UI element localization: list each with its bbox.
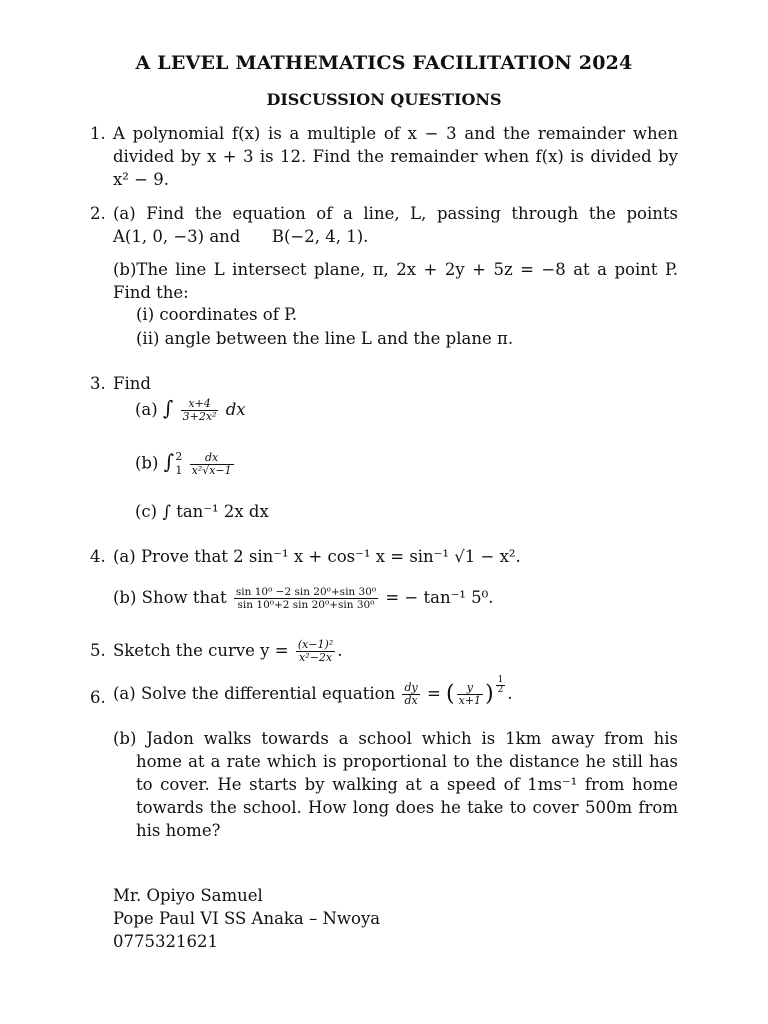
question-6a-exponent-num: 1 [497,675,504,685]
right-paren: ) [485,681,494,707]
question-5-period: . [337,641,343,660]
question-6a-text: (a) Solve the differential equation [113,684,396,703]
integral-sign: ∫ [163,449,175,474]
question-6a-exponent [496,676,506,695]
question-4b-label: (b) Show that [113,588,227,607]
question-6a-exponent-den: 2 [497,685,504,695]
question-6a [113,675,513,707]
question-2-number: 2. [90,204,106,223]
question-5-text: Sketch the curve y = [113,641,289,660]
author-name: Mr. Opiyo Samuel [113,886,263,905]
question-3b-denominator: x²√x−1 [191,463,232,477]
question-3a-fraction [181,398,219,423]
question-4b-numerator: sin 10⁰ −2 sin 20⁰+sin 30⁰ [235,586,377,598]
question-6a-dy: dy [404,681,418,694]
question-4a: (a) Prove that 2 sin⁻¹ x + cos⁻¹ x = sin⁻¹ √1 − x². [113,547,521,566]
question-3b-numerator: dx [190,452,234,465]
question-5-numerator: (x−1)² [297,638,334,651]
page-title: A LEVEL MATHEMATICS FACILITATION 2024 [135,52,633,74]
question-3a-numerator: x+4 [181,398,219,411]
question-3b-fraction [190,452,234,477]
question-6a-y: y [457,682,483,695]
question-2a-line-2: A(1, 0, −3) and B(−2, 4, 1). [113,227,369,246]
question-3b [135,450,236,478]
question-3a [135,398,246,423]
question-3-number: 3. [90,374,106,393]
question-3a-denominator: 3+2x² [182,410,217,423]
question-1-number: 1. [90,124,106,143]
question-6-number: 6. [90,688,106,707]
question-6a-period: . [507,684,513,703]
question-4-number: 4. [90,547,106,566]
question-6a-dx: dx [404,694,418,707]
question-2a-line-1: (a) Find the equation of a line, L, passing through the points [113,204,678,223]
question-3b-lower-limit: 1 [175,464,183,477]
question-3c: (c) ∫ tan⁻¹ 2x dx [135,502,269,521]
question-6a-equals: = [426,684,441,703]
question-1-line-2: divided by x + 3 is 12. Find the remainder when f(x) is divided by [113,147,678,166]
question-2b-line-2: Find the: [113,283,189,302]
question-2b-part-ii: (ii) angle between the line L and the plane π. [136,329,514,348]
question-6b-line-3: to cover. He starts by walking at a speed of 1ms⁻¹ from home [136,775,678,794]
question-4b-result: = − tan⁻¹ 5⁰. [385,588,494,607]
question-3b-label: (b) [135,453,159,473]
integral-sign: ∫ [162,396,174,420]
author-phone: 0775321621 [113,932,218,951]
question-4b-fraction [234,586,378,611]
question-5-fraction [296,639,335,664]
question-6a-ratio [457,682,483,707]
question-5 [113,639,342,664]
question-1-line-1: A polynomial f(x) is a multiple of x − 3 and the remainder when [113,124,678,143]
left-paren: ( [446,681,455,707]
question-2b-part-i: (i) coordinates of P. [136,305,298,324]
question-6b-line-1: (b) Jadon walks towards a school which is 1km away from his [113,729,678,748]
question-3a-differential: dx [225,400,246,419]
question-1-line-3: x² − 9. [113,170,169,189]
page-subtitle: DISCUSSION QUESTIONS [266,90,502,109]
question-3b-upper-limit: 2 [175,450,183,463]
question-4b-denominator: sin 10⁰+2 sin 20⁰+sin 30⁰ [237,599,375,611]
author-school: Pope Paul VI SS Anaka – Nwoya [113,909,381,928]
question-2b-line-1: (b)The line L intersect plane, π, 2x + 2y + 5z = −8 at a point P. [113,260,678,279]
question-6b-line-5: his home? [136,821,221,840]
question-4b [113,586,494,611]
question-3b-limits [175,450,182,478]
question-3-intro: Find [113,374,151,393]
question-5-denominator: x²−2x [299,651,333,664]
question-6a-derivative [402,682,419,707]
question-6b-line-4: towards the school. How long does he take to cover 500m from [136,798,678,817]
question-3a-label: (a) [135,400,158,419]
question-5-number: 5. [90,641,106,660]
question-6a-x-plus-1: x+1 [458,694,482,707]
question-6b-line-2: home at a rate which is proportional to the distance he still has [136,752,678,771]
